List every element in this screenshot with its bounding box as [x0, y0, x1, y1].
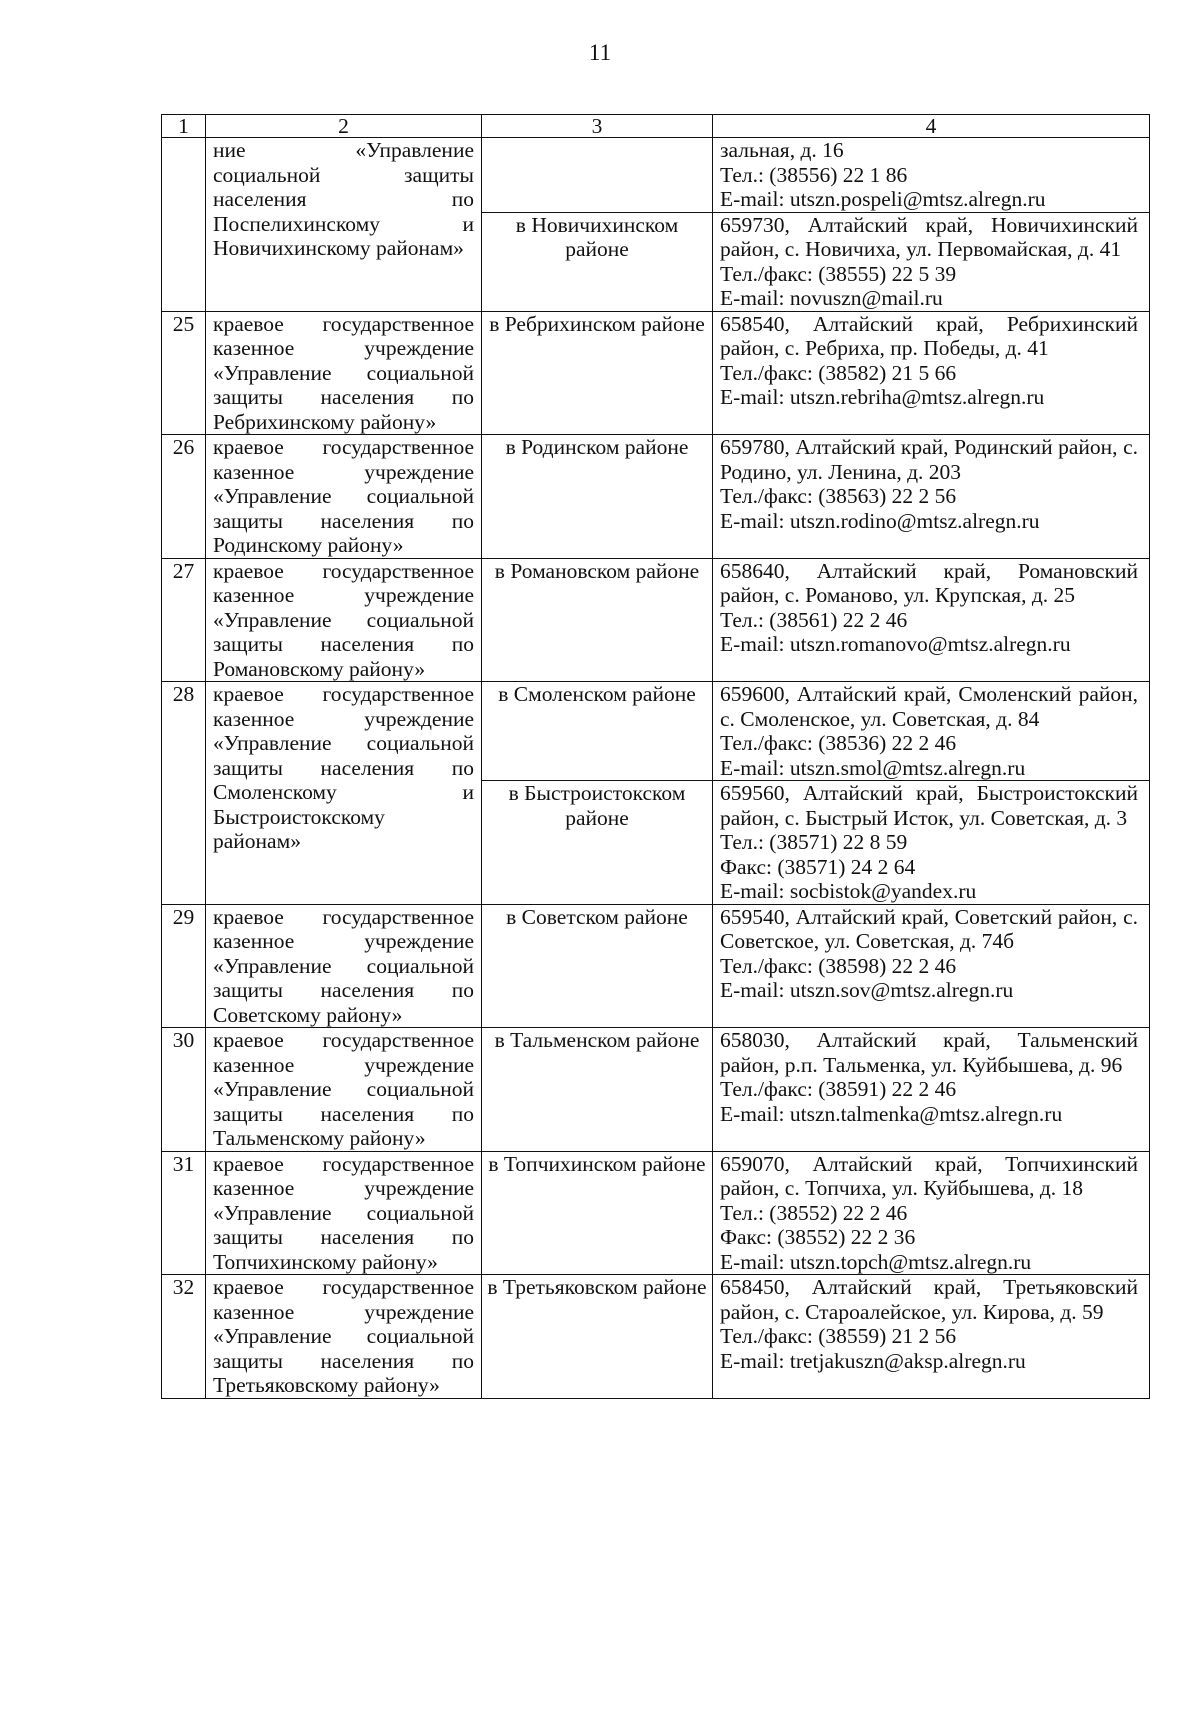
institution-name: краевое государственное казенное учреждение «Управление социальной защиты населения по Топчихинскому району»	[206, 1151, 482, 1275]
contact-details	[713, 1151, 1150, 1275]
table-row	[162, 558, 1150, 682]
fax-text: Факс: (38552) 22 2 36	[720, 1225, 916, 1249]
table-row	[162, 1028, 1150, 1152]
district-location: в Быстроистокском районе	[482, 781, 713, 905]
phone-text: Тел./факс: (38559) 21 2 56	[720, 1324, 957, 1348]
contact-details	[713, 1275, 1150, 1399]
phone-text: Тел.: (38571) 22 8 59	[720, 830, 908, 854]
email-text: E-mail: utszn.talmenka@mtsz.alregn.ru	[720, 1101, 1063, 1126]
institution-name: краевое государственное казенное учреждение «Управление социальной защиты населения по Смоленскому и Быстроистокскому районам»	[206, 682, 482, 905]
contact-details	[713, 781, 1150, 905]
address-text: 658540, Алтайский край, Ребрихинский район, с. Ребриха, пр. Победы, д. 41	[720, 311, 1138, 360]
phone-text: Тел./факс: (38563) 22 2 56	[720, 484, 957, 508]
address-text: 659780, Алтайский край, Родинский район, с. Родино, ул. Ленина, д. 203	[720, 435, 1138, 484]
row-number	[162, 138, 206, 312]
contact-details	[713, 558, 1150, 682]
column-header: 3	[482, 115, 713, 138]
address-text: 659560, Алтайский край, Быстроистокский район, с. Быстрый Исток, ул. Советская, д. 3	[720, 781, 1138, 830]
institution-name: краевое государственное казенное учреждение «Управление социальной защиты населения по Родинскому району»	[206, 435, 482, 559]
contact-details	[713, 138, 1150, 213]
phone-text: Тел./факс: (38536) 22 2 46	[720, 731, 957, 755]
contact-details	[713, 1028, 1150, 1152]
contact-details	[713, 435, 1150, 559]
email-text: E-mail: utszn.rebriha@mtsz.alregn.ru	[720, 385, 1045, 409]
district-location: в Тальменском районе	[482, 1028, 713, 1152]
table-header-row	[162, 115, 1150, 138]
table-row	[162, 1151, 1150, 1275]
district-location: в Ребрихинском районе	[482, 311, 713, 435]
email-text: E-mail: utszn.pospeli@mtsz.alregn.ru	[720, 187, 1046, 211]
table-row	[162, 311, 1150, 435]
phone-text: Тел.: (38561) 22 2 46	[720, 607, 908, 632]
column-header: 2	[206, 115, 482, 138]
address-text: 659730, Алтайский край, Новичихинский район, с. Новичиха, ул. Первомайская, д. 41	[720, 212, 1138, 261]
phone-text: Тел.: (38552) 22 2 46	[720, 1200, 908, 1225]
district-location: в Новичихинском районе	[482, 212, 713, 311]
row-number: 30	[162, 1028, 206, 1152]
email-text: E-mail: utszn.topch@mtsz.alregn.ru	[720, 1249, 1032, 1274]
email-text: E-mail: utszn.sov@mtsz.alregn.ru	[720, 978, 1014, 1002]
row-number: 28	[162, 682, 206, 905]
institution-name: краевое государственное казенное учреждение «Управление социальной защиты населения по Тальменскому району»	[206, 1028, 482, 1152]
address-text: 659600, Алтайский край, Смоленский район, с. Смоленское, ул. Советская, д. 84	[720, 682, 1138, 731]
contact-details	[713, 904, 1150, 1028]
address-text: 658640, Алтайский край, Романовский район, с. Романово, ул. Крупская, д. 25	[720, 558, 1138, 607]
district-location: в Третьяковском районе	[482, 1275, 713, 1399]
contact-details	[713, 311, 1150, 435]
address-text: 659540, Алтайский край, Советский район, с. Советское, ул. Советская, д. 74б	[720, 904, 1138, 953]
institution-name: краевое государственное казенное учреждение «Управление социальной защиты населения по Советскому району»	[206, 904, 482, 1028]
institution-name: краевое государственное казенное учреждение «Управление социальной защиты населения по Третьяковскому району»	[206, 1275, 482, 1399]
email-text: E-mail: socbistok@yandex.ru	[720, 879, 977, 903]
phone-text: Тел./факс: (38591) 22 2 46	[720, 1077, 957, 1101]
phone-text: Тел./факс: (38598) 22 2 46	[720, 953, 957, 978]
table-row	[162, 138, 1150, 213]
row-number: 26	[162, 435, 206, 559]
row-number: 25	[162, 311, 206, 435]
table-row	[162, 682, 1150, 781]
district-location: в Советском районе	[482, 904, 713, 1028]
institution-name: ние «Управление социальной защиты населения по Поспелихинскому и Новичихинскому районам»	[206, 138, 482, 312]
email-text: E-mail: utszn.romanovo@mtsz.alregn.ru	[720, 632, 1071, 656]
district-location: в Топчихинском районе	[482, 1151, 713, 1275]
email-text: E-mail: utszn.rodino@mtsz.alregn.ru	[720, 508, 1040, 533]
table-row	[162, 1275, 1150, 1399]
column-header: 1	[162, 115, 206, 138]
address-text: 659070, Алтайский край, Топчихинский район, с. Топчиха, ул. Куйбышева, д. 18	[720, 1151, 1138, 1200]
email-text: E-mail: tretjakuszn@aksp.alregn.ru	[720, 1348, 1026, 1373]
phone-text: Тел./факс: (38555) 22 5 39	[720, 261, 957, 286]
institution-name: краевое государственное казенное учреждение «Управление социальной защиты населения по Ребрихинскому району»	[206, 311, 482, 435]
table-row	[162, 904, 1150, 1028]
column-header: 4	[713, 115, 1150, 138]
address-text: 658030, Алтайский край, Тальменский район, р.п. Тальменка, ул. Куйбышева, д. 96	[720, 1028, 1138, 1077]
table-row	[162, 435, 1150, 559]
row-number: 32	[162, 1275, 206, 1399]
district-location: в Смоленском районе	[482, 682, 713, 781]
contact-details	[713, 682, 1150, 781]
email-text: E-mail: novuszn@mail.ru	[720, 286, 943, 310]
phone-text: Тел./факс: (38582) 21 5 66	[720, 360, 957, 385]
row-number: 31	[162, 1151, 206, 1275]
district-location	[482, 138, 713, 213]
contact-details	[713, 212, 1150, 311]
address-text: зальная, д. 16	[720, 138, 844, 162]
fax-text: Факс: (38571) 24 2 64	[720, 854, 916, 879]
institution-name: краевое государственное казенное учреждение «Управление социальной защиты населения по Романовскому району»	[206, 558, 482, 682]
email-text: E-mail: utszn.smol@mtsz.alregn.ru	[720, 755, 1026, 780]
district-location: в Романовском районе	[482, 558, 713, 682]
address-text: 658450, Алтайский край, Третьяковский район, с. Староалейское, ул. Кирова, д. 59	[720, 1275, 1138, 1324]
page-number: 11	[588, 40, 612, 65]
district-location: в Родинском районе	[482, 435, 713, 559]
phone-text: Тел.: (38556) 22 1 86	[720, 162, 908, 187]
row-number: 29	[162, 904, 206, 1028]
institutions-table	[161, 114, 1150, 1399]
row-number: 27	[162, 558, 206, 682]
